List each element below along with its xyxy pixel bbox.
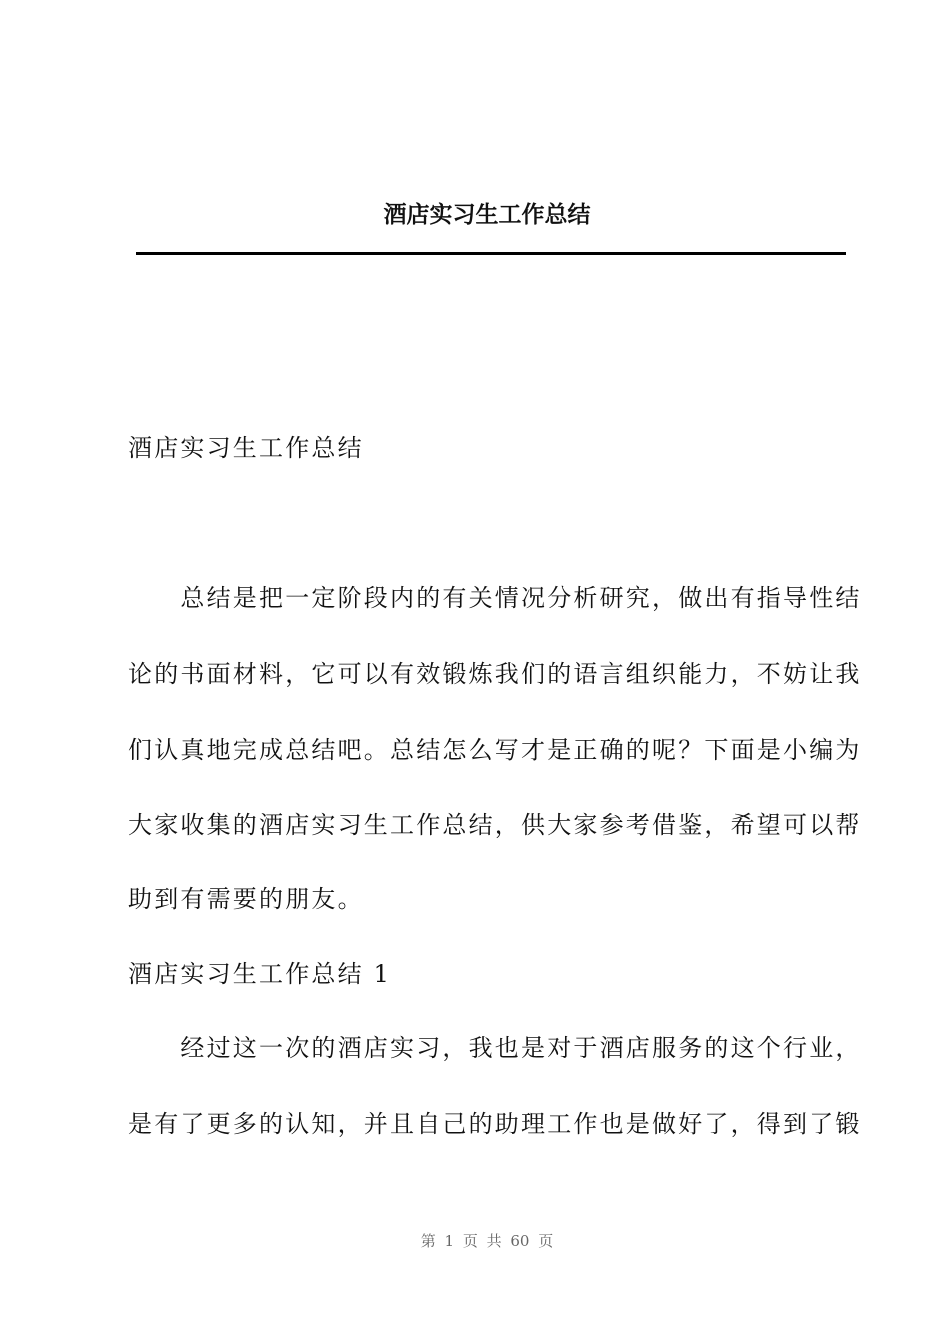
page-number-footer: 第 1 页 共 60 页	[420, 1232, 554, 1250]
title-underline	[136, 252, 846, 255]
paragraph-line: 是有了更多的认知，并且自己的助理工作也是做好了，得到了锻	[128, 1110, 862, 1138]
paragraph-line: 们认真地完成总结吧。总结怎么写才是正确的呢？下面是小编为	[128, 736, 862, 764]
paragraph-line: 总结是把一定阶段内的有关情况分析研究，做出有指导性结	[128, 584, 862, 612]
document-title: 酒店实习生工作总结	[383, 201, 591, 228]
paragraph-line: 大家收集的酒店实习生工作总结，供大家参考借鉴，希望可以帮	[128, 811, 862, 839]
paragraph-line: 论的书面材料，它可以有效锻炼我们的语言组织能力，不妨让我	[128, 660, 862, 688]
paragraph-line: 经过这一次的酒店实习，我也是对于酒店服务的这个行业，	[128, 1034, 862, 1062]
section-heading: 酒店实习生工作总结	[128, 434, 364, 462]
paragraph-line: 助到有需要的朋友。	[128, 885, 364, 913]
section-heading: 酒店实习生工作总结 1	[128, 960, 392, 988]
